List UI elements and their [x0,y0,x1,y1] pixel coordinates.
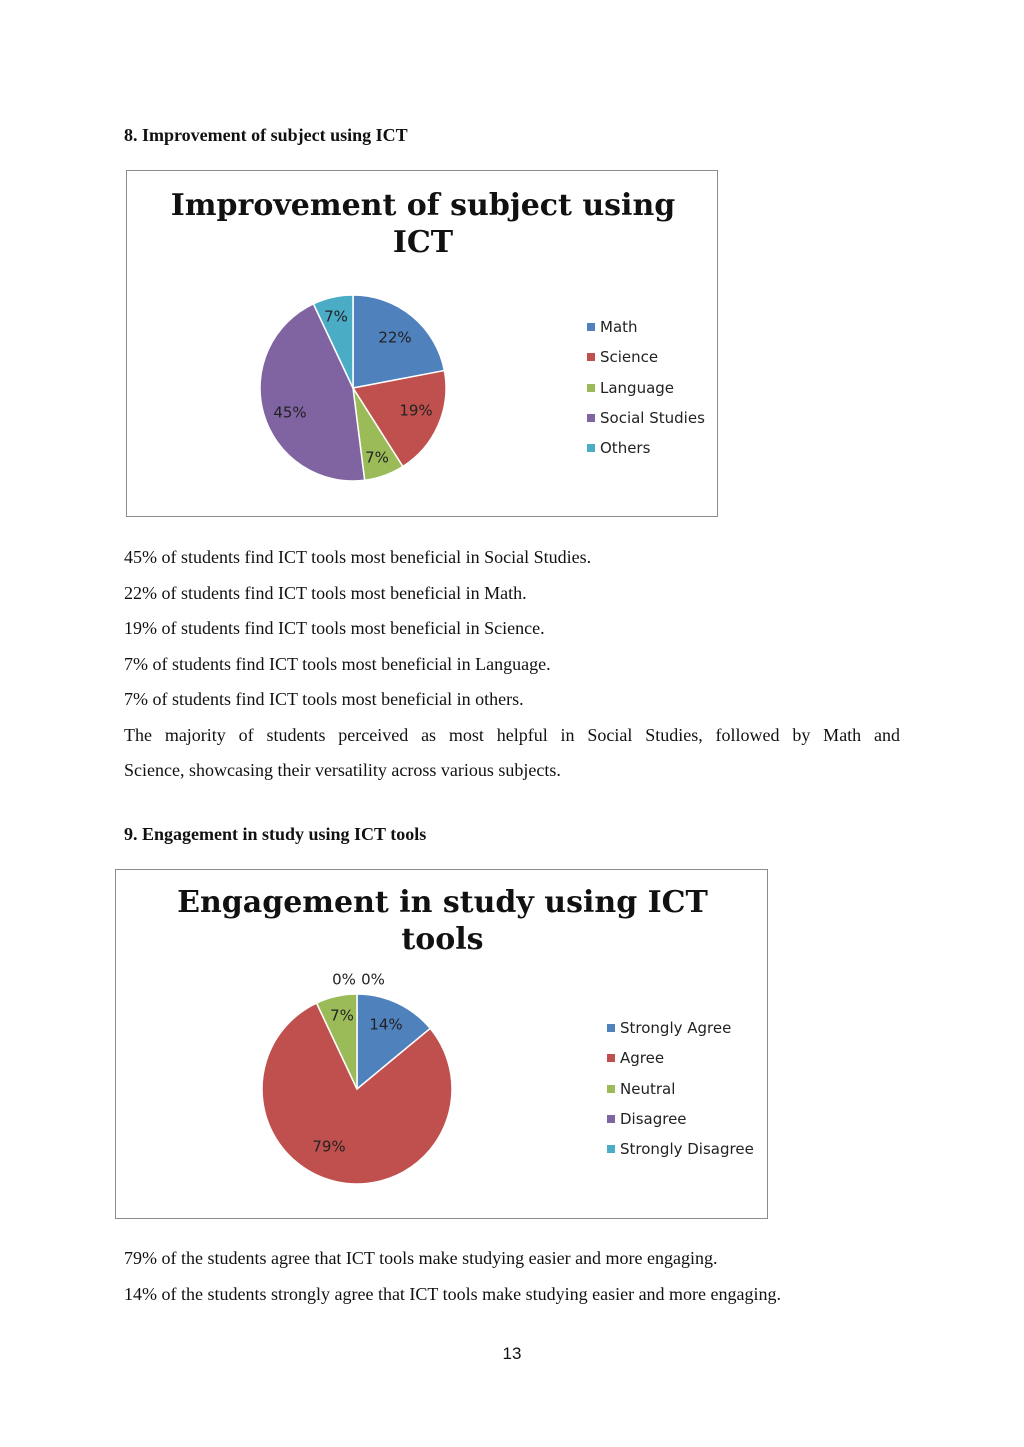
legend-swatch [607,1054,615,1062]
legend-label: Science [600,348,659,367]
data-label: 14% [369,1015,403,1034]
paragraph: 19% of students find ICT tools most beneficial in Science. [124,618,545,638]
legend-swatch [607,1024,615,1032]
paragraph: Science, showcasing their versatility across various subjects. [124,760,561,780]
legend-swatch [607,1085,615,1093]
chart-title-line2: tools [401,922,484,957]
chart-engagement [115,869,768,1219]
data-label: 79% [312,1137,346,1156]
data-label: 7% [330,1006,354,1025]
legend-item-strongly-agree [607,1013,754,1043]
paragraph: The majority of students perceived as most helpful in Social Studies, followed by Math and [124,724,900,745]
legend-swatch [607,1115,615,1123]
legend-item-science [587,342,705,372]
legend-label: Strongly Disagree [620,1140,754,1159]
legend-label: Math [600,318,638,337]
legend-label: Social Studies [600,409,705,428]
legend-engagement [607,1013,754,1164]
legend-label: Agree [620,1049,665,1068]
section-8-heading: 8. Improvement of subject using ICT [124,125,408,145]
legend-label: Neutral [620,1079,676,1098]
legend-item-disagree [607,1104,754,1134]
paragraph: 7% of students find ICT tools most beneficial in others. [124,689,524,709]
chart-improvement [126,170,718,517]
section-8-text [124,540,900,789]
legend-swatch [587,323,595,331]
paragraph: 7% of students find ICT tools most beneficial in Language. [124,653,551,674]
section-9-text [124,1241,781,1312]
legend-label: Strongly Agree [620,1019,732,1038]
data-label: 7% [365,448,389,467]
legend-item-social-studies [587,403,705,433]
legend-item-language [587,373,705,403]
data-label: 0% [332,970,356,989]
legend-label: Others [600,439,651,458]
legend-swatch [607,1145,615,1153]
data-label: 45% [273,403,307,422]
data-label: 22% [378,328,412,347]
page-number: 13 [502,1344,522,1363]
legend-item-math [587,312,705,342]
legend-item-agree [607,1043,754,1073]
paragraph: 22% of students find ICT tools most beneficial in Math. [124,582,527,603]
legend-improvement [587,312,705,463]
legend-swatch [587,353,595,361]
legend-item-neutral [607,1074,754,1104]
legend-item-strongly-disagree [607,1134,754,1164]
legend-swatch [587,414,595,422]
legend-label: Disagree [620,1110,687,1129]
paragraph: 45% of students find ICT tools most beneficial in Social Studies. [124,547,592,567]
chart-title-line1: Engagement in study using ICT [177,885,708,920]
paragraph: 79% of the students agree that ICT tools make studying easier and more engaging. [124,1248,718,1268]
legend-item-others [587,433,705,463]
data-label: 7% [324,307,348,326]
chart-title-line1: Improvement of subject using [170,188,676,223]
legend-label: Language [600,378,675,397]
legend-swatch [587,384,595,392]
legend-swatch [587,444,595,452]
data-label: 0% [361,970,385,989]
data-label: 19% [399,401,433,420]
paragraph: 14% of the students strongly agree that ICT tools make studying easier and more engaging. [124,1283,782,1304]
section-9-heading: 9. Engagement in study using ICT tools [124,824,427,844]
chart-title-line2: ICT [392,225,454,260]
